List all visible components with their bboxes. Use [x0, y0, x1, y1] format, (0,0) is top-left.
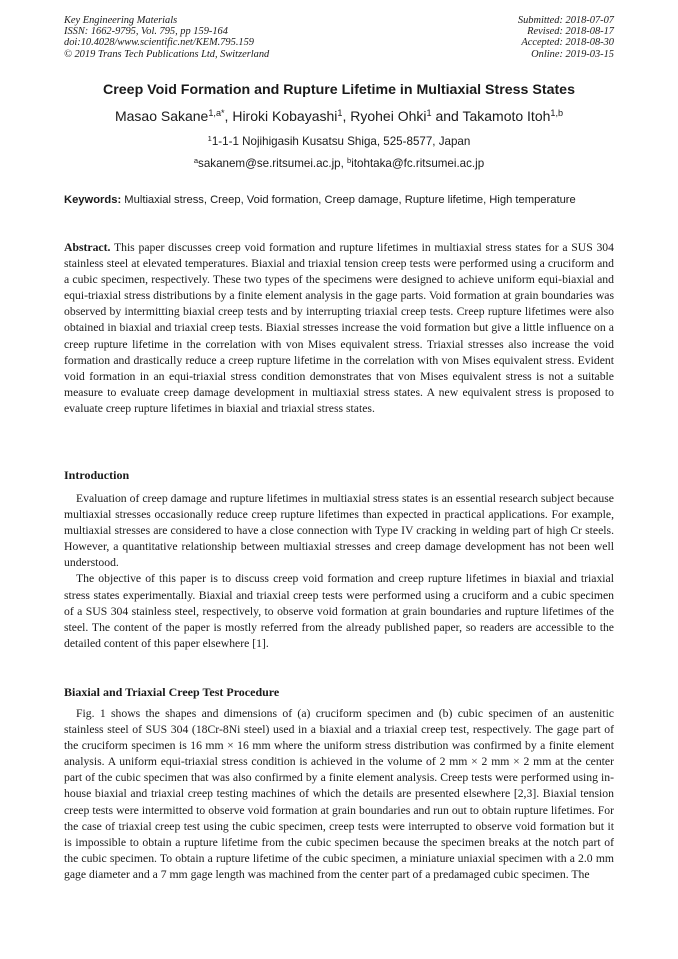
author-separator: , — [342, 108, 351, 124]
keywords-label: Keywords: — [64, 194, 122, 206]
email-mark-b: b — [347, 155, 352, 165]
author-name: Hiroki Kobayashi — [232, 108, 338, 124]
procedure-paragraph: Fig. 1 shows the shapes and dimensions of (a) cruciform specimen and (b) cubic specimen of an austenitic stainless steel of SUS 304 (18Cr-8Ni steel) used in a biaxial and a triaxial creep test, respectively. The gage part of the cruciform specimen is 16 mm × 16 mm where the uniform stress distribution was confirmed by a finite element analysis. A uniform equi-triaxial stress condition is achieved in the volume of 2 mm × 2 mm × 2 mm at the center part of the cubic specimen that was also confirmed by a finite element analysis. Creep tests were performed using in-house biaxial and triaxial creep testing machines of which the details are presented elsewhere [2,3]. Biaxial tension creep tests were intermitted to observe void formation at grain boundaries and run out to obtain rupture lifetimes. For the case of triaxial creep test using the cubic specimen, creep tests were interrupted to observe void formation but it is impossible to obtain a rupture lifetime from the cubic specimen because the specimen breaks at the notch part of the cubic specimen. To obtain a rupture lifetime of the cubic specimen, a miniature uniaxial specimen with a 2.0 mm gage diameter and a 7 mm gage length was machined from the center part of a predamaged cubic specimen. The — [64, 707, 614, 881]
doi: doi:10.4028/www.scientific.net/KEM.795.159 — [64, 37, 254, 49]
copyright: © 2019 Trans Tech Publications Ltd, Switzerland — [64, 48, 270, 60]
procedure-section — [64, 706, 614, 883]
submitted-date: Submitted: 2018-07-07 — [517, 15, 614, 26]
intro-paragraph: Evaluation of creep damage and rupture lifetimes in multiaxial stress states is an essential research subject because multiaxial stresses occasionally reduce creep rupture lifetimes than expected in practical applications. For example, multiaxial stresses are considered to have a close connection with Type IV cracking in welding part of high Cr steels. However, a quantitative relationship between multiaxial stresses and creep damage development has not been well understood. — [64, 492, 614, 570]
introduction-section — [64, 491, 614, 652]
affiliation-mark: 1 — [207, 133, 212, 143]
author-affil-mark: 1,b — [550, 108, 564, 118]
issn: ISSN: 1662-9795, Vol. 795, pp 159-164 — [64, 26, 228, 38]
affiliation-address: 1-1-1 Nojihigasih Kusatsu Shiga, 525-8577, Japan — [211, 135, 471, 148]
intro-paragraph: The objective of this paper is to discuss creep void formation and creep rupture lifetimes in biaxial and triaxial stress states experimentally. Biaxial and triaxial creep tests were performed using a cruciform and a cubic specimen of a SUS 304 stainless steel, respectively, to observe void formation at grain boundaries and rupture lifetimes of the steel. The content of the paper is mostly referred from the already published paper, so readers are accessible to the detailed content of this paper elsewhere [1]. — [64, 572, 614, 650]
journal-info — [64, 15, 269, 60]
author-emails — [40, 157, 638, 170]
email-a[interactable]: sakanem@se.ritsumei.ac.jp, — [198, 157, 348, 170]
author-separator: and — [431, 108, 463, 124]
publication-dates — [518, 15, 614, 60]
author-affil-mark: 1,a* — [208, 108, 225, 118]
email-b[interactable]: itohtaka@fc.ritsumei.ac.jp — [351, 157, 485, 170]
author-name: Takamoto Itoh — [462, 108, 551, 124]
keywords — [64, 193, 614, 207]
abstract-text: This paper discusses creep void formation and rupture lifetimes in multiaxial stress states for a SUS 304 stainless steel at elevated temperatures. Biaxial and triaxial tension creep tests were performed using a cruciform and a cubic specimen, respectively. These two types of the specimens were designed to achieve uniform equi-biaxial and equi-triaxial stress distributions by a finite element analysis in the gage parts. Void formation at grain boundaries was observed by intermitting biaxial creep tests and by interrupting triaxial creep tests. Creep rupture lifetimes were also obtained in biaxial and triaxial creep tests. Biaxial stresses increase the void formation but give a little influence on a creep rupture lifetime in the correlation with von Mises equivalent stress. Triaxial stresses also increase the void formation and drastically reduce a creep rupture lifetime in the correlation with von Mises equivalent stress. Evident void formation in an equi-triaxial stress condition demonstrates that von Mises equivalent stress is not a suitable measure to evaluate creep damage development in multiaxial stress states. A new equivalent stress is proposed to evaluate creep rupture lifetimes in biaxial and triaxial stress states. — [64, 241, 614, 415]
author-affil-mark: 1 — [426, 108, 432, 118]
email-mark-a: a — [193, 155, 199, 165]
keywords-text: Multiaxial stress, Creep, Void formation, Creep damage, Rupture lifetime, High temperature — [121, 194, 576, 206]
journal-name: Key Engineering Materials — [64, 15, 178, 26]
author-list — [40, 108, 638, 124]
online-date: Online: 2019-03-15 — [531, 48, 614, 60]
author-separator: , — [224, 108, 233, 124]
affiliation — [40, 135, 638, 148]
procedure-heading: Biaxial and Triaxial Creep Test Procedure — [64, 685, 280, 699]
revised-date: Revised: 2018-08-17 — [527, 26, 614, 38]
accepted-date: Accepted: 2018-08-30 — [521, 37, 614, 49]
paper-title: Creep Void Formation and Rupture Lifetime in Multiaxial Stress States — [103, 82, 575, 98]
abstract — [64, 240, 614, 417]
introduction-heading: Introduction — [64, 468, 130, 482]
author-affil-mark: 1 — [337, 108, 343, 118]
author-name: Masao Sakane — [114, 108, 209, 124]
abstract-label: Abstract. — [64, 241, 111, 254]
author-name: Ryohei Ohki — [350, 108, 427, 124]
